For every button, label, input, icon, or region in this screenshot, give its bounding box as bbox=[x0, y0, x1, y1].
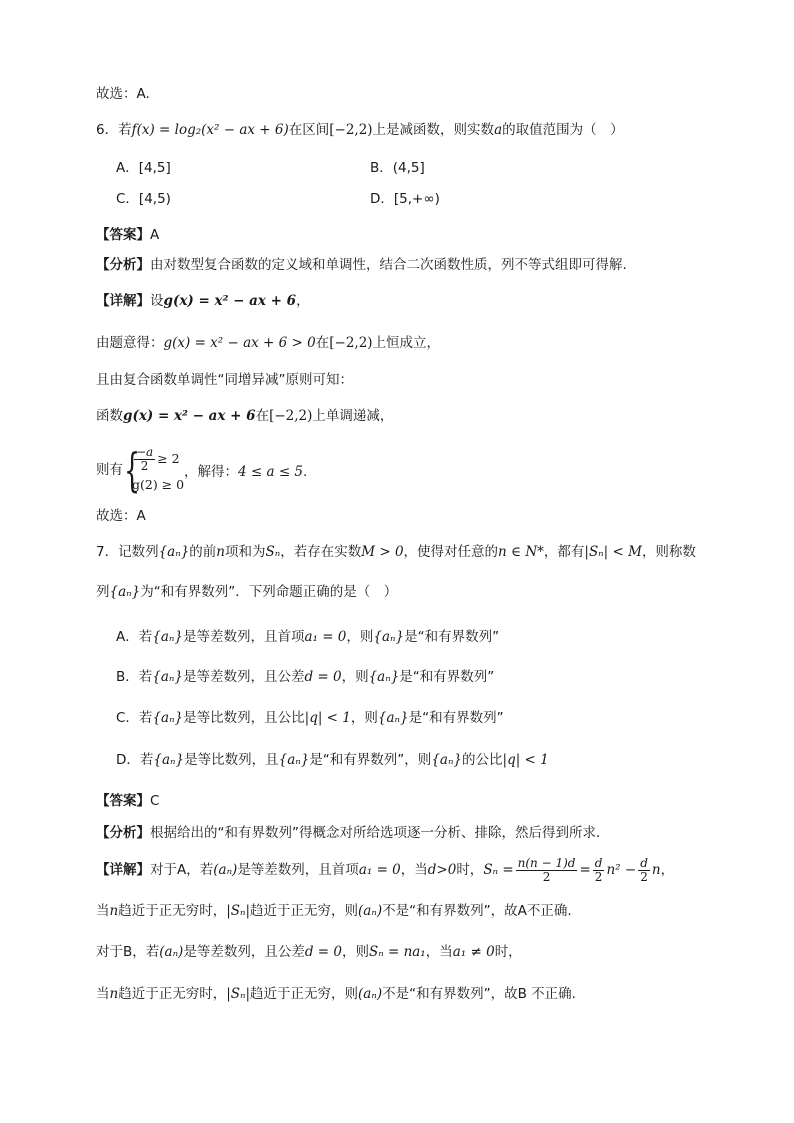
answer-tag: 【答案】 bbox=[96, 793, 150, 809]
q7-d3-i: 时， bbox=[494, 944, 522, 960]
q6-g-def: g(x) = x² − ax + 6 bbox=[163, 293, 297, 309]
q7-a-a: A．若 bbox=[116, 629, 153, 645]
q6-result-math: 4 ≤ a ≤ 5 bbox=[238, 464, 304, 480]
q7-d1-n: n bbox=[651, 862, 661, 878]
q7-stem-1e: 项和为 bbox=[225, 544, 266, 560]
q7-d4-e: 趋近于正无穷，则 bbox=[250, 986, 359, 1002]
q7-d1-n2: n² − bbox=[606, 862, 637, 878]
q7-d2-f: (aₙ) bbox=[358, 903, 383, 919]
q6-answer-value: A bbox=[150, 227, 160, 243]
fraction-numerator: d bbox=[594, 855, 603, 870]
q7-option-d bbox=[116, 750, 549, 770]
q7-d1-e: ，当 bbox=[400, 862, 428, 878]
q7-stem-1c: 的前 bbox=[189, 544, 217, 560]
q7-analysis bbox=[96, 823, 610, 843]
q6-detail-4 bbox=[96, 406, 393, 426]
q7-answer bbox=[96, 791, 159, 811]
q6-system-row-1-rel: ≥ 2 bbox=[157, 451, 180, 466]
q7-d2-a: 当 bbox=[96, 903, 110, 919]
q7-d-half-fraction-2 bbox=[638, 857, 650, 884]
q6-detail-4-math: g(x) = x² − ax + 6 bbox=[123, 408, 256, 424]
q6-detail-2-end: 上恒成立， bbox=[372, 335, 441, 351]
q7-d-h: |q| < 1 bbox=[502, 752, 549, 768]
q7-detail-3 bbox=[96, 942, 522, 962]
q7-stem-line-2 bbox=[96, 582, 397, 602]
q7-stem-1a: 7．记数列 bbox=[96, 544, 159, 560]
q7-d-half-fraction bbox=[593, 857, 605, 884]
q7-stem-1i: ，使得对任意的 bbox=[403, 544, 499, 560]
q7-d2-g: 不是“和有界数列”，故A不正确. bbox=[382, 903, 572, 919]
fraction-numerator: d bbox=[640, 855, 648, 870]
q7-d-e: 是“和有界数列”，则 bbox=[309, 752, 432, 768]
q6-system-row-1 bbox=[132, 446, 180, 473]
analysis-tag: 【分析】 bbox=[96, 257, 150, 273]
q7-d2-b: n bbox=[109, 903, 119, 919]
q7-b-c: 是等差数列，且公差 bbox=[182, 669, 305, 685]
q6-answer bbox=[96, 225, 159, 245]
q7-d3-d: d = 0 bbox=[304, 944, 342, 960]
q7-d3-h: a₁ ≠ 0 bbox=[452, 944, 495, 960]
q7-d3-a: 对于B，若 bbox=[96, 944, 160, 960]
q6-detail-1-end: ， bbox=[296, 293, 310, 309]
q7-d1-end: ， bbox=[660, 862, 675, 878]
q7-d2-d: |Sₙ| bbox=[226, 903, 251, 919]
q6-detail-2 bbox=[96, 333, 440, 353]
q7-stem-line-1 bbox=[96, 542, 696, 562]
q7-d4-b: n bbox=[109, 986, 119, 1002]
q6-detail-2-interval: [−2,2) bbox=[329, 335, 373, 351]
q6-var: a bbox=[494, 122, 503, 138]
answer-tag: 【答案】 bbox=[96, 227, 150, 243]
fraction-numerator: n(n − 1)d bbox=[517, 855, 576, 870]
q7-stem-1l: |Sₙ| < M bbox=[584, 544, 642, 560]
q7-sn-fraction bbox=[516, 857, 578, 884]
q7-stem-1d: n bbox=[216, 544, 225, 560]
q5-final-text: 故选：A. bbox=[96, 86, 150, 102]
fraction-denominator: 2 bbox=[640, 869, 648, 884]
q7-a-b: {aₙ} bbox=[152, 629, 183, 645]
q7-detail-1 bbox=[96, 856, 674, 884]
q7-b-e: ，则 bbox=[341, 669, 369, 685]
q7-stem-1k: ，都有 bbox=[543, 544, 585, 560]
q7-option-a bbox=[116, 627, 499, 647]
q7-b-a: B．若 bbox=[116, 669, 153, 685]
q7-analysis-text: 根据给出的“和有界数列”得概念对所给选项逐一分析、排除，然后得到所求． bbox=[150, 825, 610, 841]
q7-d-a: D．若 bbox=[116, 752, 154, 768]
q6-detail-1 bbox=[96, 291, 310, 311]
q7-d3-g: ，当 bbox=[425, 944, 453, 960]
q6-detail-4-interval: [−2,2) bbox=[269, 408, 313, 424]
q6-option-c: C．[4,5) bbox=[116, 191, 171, 207]
q7-b-d: d = 0 bbox=[304, 669, 342, 685]
q7-a-g: 是“和有界数列” bbox=[404, 629, 500, 645]
q7-d-c: 是等比数列，且 bbox=[184, 752, 279, 768]
q6-detail-4-text: 函数 bbox=[96, 408, 123, 424]
detail-tag: 【详解】 bbox=[96, 862, 150, 878]
q7-a-f: {aₙ} bbox=[373, 629, 405, 645]
q7-b-f: {aₙ} bbox=[368, 669, 400, 685]
q7-stem-2a: 列 bbox=[96, 584, 110, 600]
q7-c-b: {aₙ} bbox=[152, 710, 184, 726]
q7-stem-1m: ，则称数 bbox=[641, 544, 696, 560]
q7-a-c: 是等差数列，且首项 bbox=[182, 629, 305, 645]
q7-d3-b: (aₙ) bbox=[159, 944, 184, 960]
q6-option-d: D．[5,+∞) bbox=[370, 191, 440, 207]
q7-c-e: ，则 bbox=[350, 710, 378, 726]
q7-answer-value: C bbox=[150, 793, 160, 809]
q6-function: f(x) = log₂(x² − ax + 6) bbox=[131, 122, 289, 138]
q6-option-a: A．[4,5] bbox=[116, 160, 171, 176]
q6-interval: [−2,2) bbox=[329, 122, 373, 138]
q7-d1-eq: = bbox=[579, 862, 591, 878]
q6-final: 故选：A bbox=[96, 508, 146, 524]
q6-system-row-2: g(2) ≥ 0 bbox=[132, 477, 185, 492]
fraction-denominator: 2 bbox=[542, 869, 551, 884]
q6-stem-tail: 上是减函数，则实数 bbox=[372, 122, 495, 138]
q5-conclusion bbox=[96, 84, 150, 104]
q7-d2-e: 趋近于正无穷，则 bbox=[250, 903, 359, 919]
fraction-numerator: −a bbox=[136, 445, 154, 459]
q6-system-tail: ，解得： bbox=[184, 464, 238, 480]
q6-detail-2-text: 由题意得： bbox=[96, 335, 164, 351]
q7-c-f: {aₙ} bbox=[377, 710, 409, 726]
q7-stem-1g: ，若存在实数 bbox=[280, 544, 362, 560]
q6-detail-2-math: g(x) = x² − ax + 6 > 0 bbox=[163, 335, 316, 351]
q6-detail-3: 且由复合函数单调性“同增异减”原则可知： bbox=[96, 372, 353, 388]
q7-d1-d: a₁ = 0 bbox=[358, 862, 401, 878]
q7-d-f: {aₙ} bbox=[431, 752, 463, 768]
q6-stem-end: 的取值范围为（ ） bbox=[502, 122, 624, 138]
q7-d3-f: Sₙ = na₁ bbox=[368, 944, 426, 960]
q7-d1-h: Sₙ = bbox=[483, 862, 514, 878]
q7-d4-d: |Sₙ| bbox=[226, 986, 251, 1002]
q7-d3-c: 是等差数列，且公差 bbox=[183, 944, 305, 960]
q7-d4-a: 当 bbox=[96, 986, 110, 1002]
fraction-denominator: 2 bbox=[594, 869, 603, 884]
q7-d4-g: 不是“和有界数列”，故B 不正确. bbox=[382, 986, 576, 1002]
q6-stem-mid: 在区间 bbox=[288, 122, 330, 138]
q6-detail-4-end: 上单调递减， bbox=[312, 408, 394, 424]
q7-d-d: {aₙ} bbox=[278, 752, 310, 768]
q7-option-b bbox=[116, 667, 494, 687]
q6-detail-4-mid: 在 bbox=[255, 408, 270, 424]
q7-stem-2b: {aₙ} bbox=[109, 584, 141, 600]
q6-system-lead: 则有 bbox=[96, 462, 123, 478]
q7-option-c bbox=[116, 708, 504, 728]
q7-stem-1b: {aₙ} bbox=[158, 544, 190, 560]
q7-d1-f: d>0 bbox=[427, 862, 457, 878]
left-brace-icon: { bbox=[124, 443, 141, 497]
q7-c-g: 是“和有界数列” bbox=[408, 710, 504, 726]
q7-d-b: {aₙ} bbox=[153, 752, 185, 768]
q7-c-a: C．若 bbox=[116, 710, 153, 726]
q7-d1-b: (aₙ) bbox=[213, 862, 238, 878]
q6-stem bbox=[96, 120, 624, 140]
q7-b-b: {aₙ} bbox=[152, 669, 183, 685]
detail-tag: 【详解】 bbox=[96, 293, 150, 309]
q6-system-fraction bbox=[134, 446, 155, 473]
q7-b-g: 是“和有界数列” bbox=[399, 669, 495, 685]
q7-stem-1f: Sₙ bbox=[265, 544, 281, 560]
q7-detail-2 bbox=[96, 901, 572, 921]
q7-c-d: |q| < 1 bbox=[304, 710, 351, 726]
fraction-denominator: 2 bbox=[140, 459, 149, 473]
q7-d1-a: 对于A，若 bbox=[150, 862, 214, 878]
q7-detail-4 bbox=[96, 984, 576, 1004]
q7-a-e: ，则 bbox=[346, 629, 374, 645]
q6-system-result bbox=[184, 460, 307, 480]
q6-analysis-text: 由对数型复合函数的定义域和单调性，结合二次函数性质，列不等式组即可得解. bbox=[150, 257, 627, 273]
q7-d1-c: 是等差数列，且首项 bbox=[237, 862, 359, 878]
q7-d2-c: 趋近于正无穷时， bbox=[118, 903, 227, 919]
q6-result-end: . bbox=[303, 464, 308, 480]
q7-c-c: 是等比数列，且公比 bbox=[183, 710, 305, 726]
q7-stem-2c: 为“和有界数列”．下列命题正确的是（ ） bbox=[140, 584, 398, 600]
q7-stem-1j: n ∈ N* bbox=[498, 544, 544, 560]
q6-option-b: B．(4,5] bbox=[370, 160, 425, 176]
q7-d4-c: 趋近于正无穷时， bbox=[118, 986, 227, 1002]
analysis-tag: 【分析】 bbox=[96, 825, 150, 841]
q6-number: 6．若 bbox=[96, 122, 132, 138]
q7-d3-e: ，则 bbox=[341, 944, 369, 960]
q7-d4-f: (aₙ) bbox=[358, 986, 383, 1002]
q6-detail-1-text: 设 bbox=[150, 293, 164, 309]
q7-stem-1h: M > 0 bbox=[361, 544, 404, 560]
q7-d1-g: 时， bbox=[456, 862, 484, 878]
q7-a-d: a₁ = 0 bbox=[304, 629, 347, 645]
q7-d-g: 的公比 bbox=[462, 752, 503, 768]
q6-analysis bbox=[96, 255, 627, 275]
q6-detail-2-mid: 在 bbox=[315, 335, 330, 351]
